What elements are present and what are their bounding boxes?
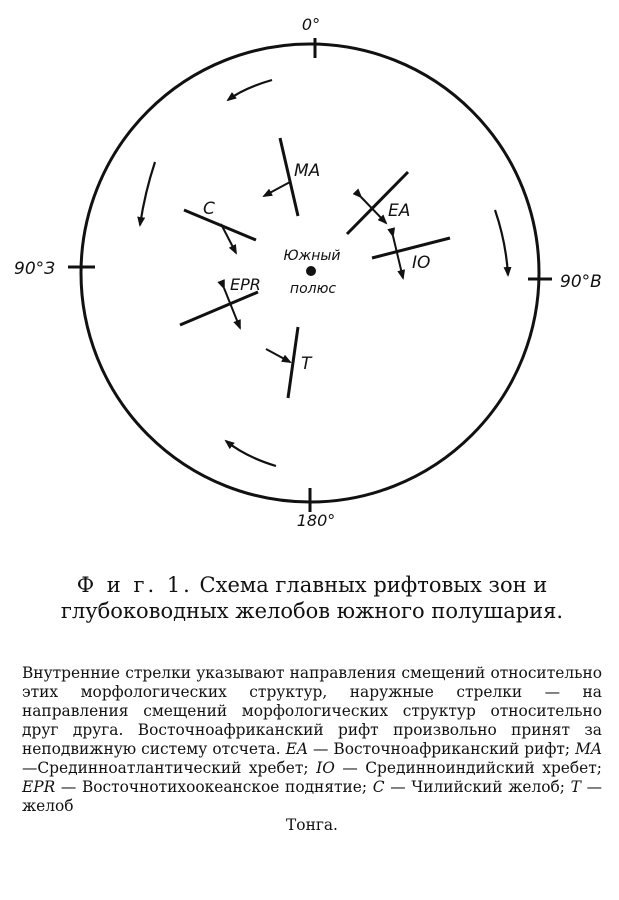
label-90-east: 90°В xyxy=(560,272,602,292)
legend-text-t: — желоб xyxy=(22,778,602,815)
rise-epr xyxy=(180,292,258,325)
outer-arrow-bottom xyxy=(226,441,276,466)
legend-abbr-t: T xyxy=(570,778,581,796)
label-epr: EPR xyxy=(230,275,261,294)
label-180-deg: 180° xyxy=(296,511,336,530)
legend-abbr-ea: EA xyxy=(285,740,308,758)
outer-arrow-left xyxy=(140,162,155,225)
pole-label-line2: полюс xyxy=(289,281,337,297)
legend-abbr-io: IO xyxy=(316,759,335,777)
legend-abbr-c: C xyxy=(372,778,385,796)
figure-caption xyxy=(22,664,602,835)
outer-arrow-right xyxy=(495,210,508,275)
figure-title xyxy=(22,572,602,624)
legend-abbr-ma: MA xyxy=(575,740,602,758)
arrow-ea xyxy=(361,197,386,223)
arrow-epr xyxy=(224,288,240,328)
caption-last-word: Тонга. xyxy=(286,816,338,834)
arrow-t xyxy=(266,349,290,362)
label-90-west: 90°З xyxy=(14,259,56,279)
outer-arrow-top xyxy=(228,80,272,100)
label-ea: EA xyxy=(388,201,411,221)
arrow-io xyxy=(393,236,403,278)
caption-intro: Внутренние стрелки указывают направления смещений относительно этих морфологических структур, наружные стрелки — на направления смещений морфологических структур относительно друг друга. Восточноафриканский рифт произвольно принят за неподвижную систему отсчета. xyxy=(22,664,602,758)
label-0-deg: 0° xyxy=(301,15,321,34)
label-ma: MA xyxy=(294,161,321,181)
legend-text-ea: — Восточноафриканский рифт; xyxy=(307,740,576,758)
south-pole-dot xyxy=(306,266,316,276)
legend-text-epr: — Восточнотихоокеанское поднятие; xyxy=(55,778,373,796)
legend-text-ma: —Срединноатлантический хребет; xyxy=(22,759,317,777)
legend-text-io: — Срединноиндийский хребет; xyxy=(334,759,602,777)
legend-abbr-epr: EPR xyxy=(22,778,56,796)
legend-text-c: — Чилийский желоб; xyxy=(384,778,571,796)
figure-number: Ф и г. 1. xyxy=(76,573,193,597)
label-c: C xyxy=(203,199,215,219)
figure-title-text: Схема главных рифтовых зон и глубоководных желобов южного полушария. xyxy=(60,573,564,623)
ridge-io xyxy=(372,238,450,258)
arrow-ma xyxy=(264,182,290,196)
pole-label-line1: Южный xyxy=(283,248,341,264)
trench-c xyxy=(184,210,256,240)
label-t: T xyxy=(301,354,312,374)
label-io: IO xyxy=(412,253,431,273)
